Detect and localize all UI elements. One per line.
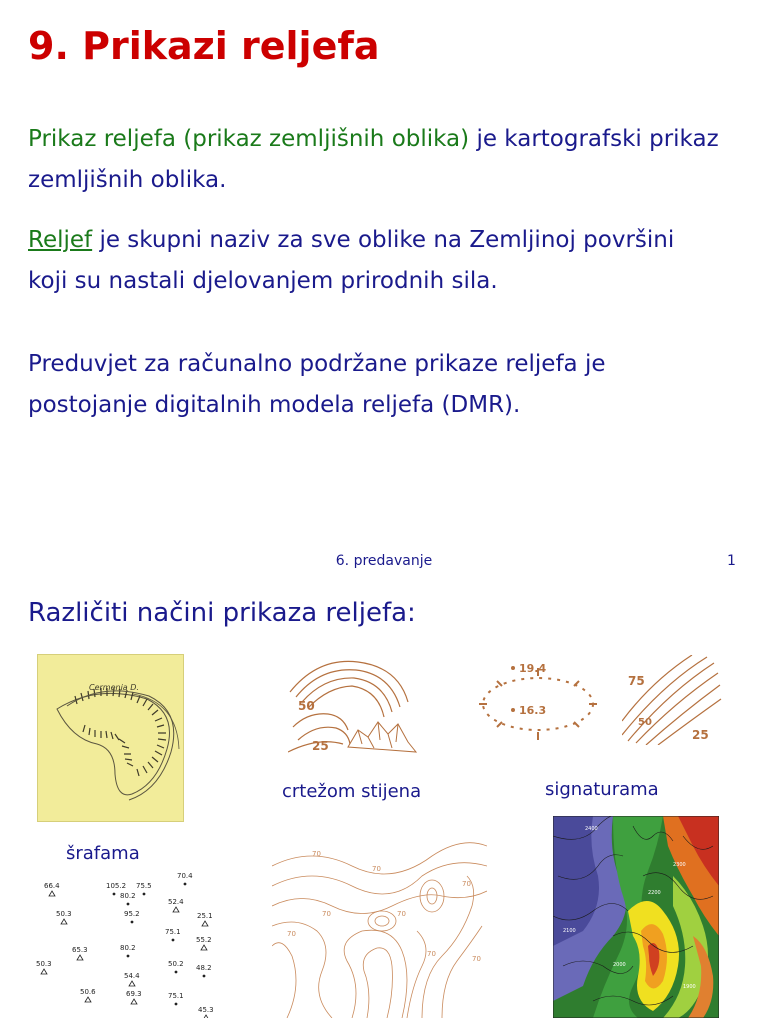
spot-height-dot-icon — [143, 893, 146, 896]
slide-footer: 6. predavanje — [335, 553, 433, 569]
relief-line-2: koji su nastali djelovanjem prirodnih sila. — [28, 268, 498, 294]
hypso-label-1: 2400 — [585, 826, 598, 832]
signature-hill-image — [477, 662, 599, 746]
spot-height-label: 69.3 — [126, 990, 142, 998]
relief-paragraph — [28, 220, 674, 302]
spot-height-label: 50.6 — [80, 988, 96, 996]
contour-map-label-6: 70 — [397, 910, 406, 918]
contour-rock-image — [288, 652, 423, 760]
spot-height-label: 50.3 — [56, 910, 72, 918]
spot-height-label: 80.2 — [120, 944, 136, 952]
triangulation-point-icon — [202, 921, 208, 926]
spot-height-dot-icon — [184, 883, 187, 886]
slide-title: 9. Prikazi reljefa — [28, 24, 380, 68]
contour-map-label-5: 70 — [322, 910, 331, 918]
hypso-label-3: 2200 — [648, 890, 661, 896]
spot-height-label: 66.4 — [44, 882, 60, 890]
spot-height-dot-icon — [131, 921, 134, 924]
hypsometric-map-image — [553, 816, 719, 1018]
spot-height-dot-icon — [175, 971, 178, 974]
spot-height-label: 70.4 — [177, 872, 193, 880]
spot-height-dot-icon — [127, 955, 130, 958]
spot-height-points — [36, 872, 214, 1018]
spot-height-label: 65.3 — [72, 946, 88, 954]
contour-a-label-1: 50 — [298, 699, 315, 713]
dmr-line-2: postojanje digitalnih modela reljefa (DMR). — [28, 392, 521, 418]
dmr-line-1: Preduvjet za računalno podržane prikaze reljefa je — [28, 351, 606, 377]
triangulation-point-icon — [41, 969, 47, 974]
definition-paren-close: ) — [460, 126, 470, 152]
dmr-paragraph — [28, 344, 606, 426]
triangulation-point-icon — [85, 997, 91, 1002]
spot-height-label: 54.4 — [124, 972, 140, 980]
definition-text: je kartografski prikaz — [469, 126, 719, 152]
spot-height-label: 75.5 — [136, 882, 152, 890]
hypso-label-6: 1900 — [683, 984, 696, 990]
spot-height-label: 95.2 — [124, 910, 140, 918]
triangulation-point-icon — [49, 891, 55, 896]
triangulation-point-icon — [201, 945, 207, 950]
caption-signatures: signaturama — [545, 779, 659, 800]
spot-height-dot-icon — [172, 939, 175, 942]
rock-drawing — [348, 722, 416, 752]
spot-height-label: 52.4 — [168, 898, 184, 906]
spot-heights-image — [30, 872, 230, 1018]
triangulation-point-icon — [61, 919, 67, 924]
contour-map-image — [272, 836, 487, 1018]
contour-a-label-2: 25 — [312, 739, 329, 753]
contour-map-label-7: 70 — [427, 950, 436, 958]
contour-map-label-2: 70 — [372, 865, 381, 873]
spot-height-label: 48.2 — [196, 964, 212, 972]
spot-height-label: 25.1 — [197, 912, 213, 920]
contour-map-label-1: 70 — [312, 850, 321, 858]
slope-label-2: 50 — [638, 717, 652, 728]
hachure-map-label: Cermenia D. — [89, 683, 139, 692]
triangulation-point-icon — [77, 955, 83, 960]
spot-height-dot-icon — [127, 903, 130, 906]
spot-height-label: 75.1 — [168, 992, 184, 1000]
spot-height-center: 16.3 — [519, 704, 547, 717]
spot-height-dot-icon — [175, 1003, 178, 1006]
definition-synonym: prikaz zemljišnih oblika — [192, 126, 461, 152]
signature-slope-image — [622, 655, 722, 745]
definition-paragraph — [28, 119, 719, 201]
hypso-label-2: 2300 — [673, 862, 686, 868]
spot-height-label: 50.2 — [168, 960, 184, 968]
slope-label-3: 25 — [692, 728, 709, 742]
caption-rock-drawing: crtežom stijena — [282, 781, 422, 802]
hachure-map-image — [37, 654, 184, 822]
relief-line-1-text: je skupni naziv za sve oblike na Zemljinoj površini — [92, 227, 675, 253]
relief-line-1 — [28, 220, 674, 261]
definition-line-2: zemljišnih oblika. — [28, 167, 227, 193]
spot-height-label: 105.2 — [106, 882, 127, 890]
spot-height-label: 75.1 — [165, 928, 181, 936]
slide2-title: Različiti načini prikaza reljefa: — [28, 598, 416, 628]
triangulation-point-icon — [129, 981, 135, 986]
spot-height-label: 55.2 — [196, 936, 212, 944]
spot-height-top: 19.4 — [519, 662, 547, 675]
contour-map-label-3: 70 — [462, 880, 471, 888]
page-number: 1 — [727, 553, 736, 569]
hypso-label-4: 2100 — [563, 928, 576, 934]
contour-map-label-8: 70 — [472, 955, 481, 963]
spot-height-label: 50.3 — [36, 960, 52, 968]
spot-height-dot-icon — [203, 975, 206, 978]
definition-term: Prikaz reljefa ( — [28, 126, 193, 152]
spot-height-label: 45.3 — [198, 1006, 214, 1014]
triangulation-point-icon — [173, 907, 179, 912]
spot-height-label: 80.2 — [120, 892, 136, 900]
definition-line-1 — [28, 119, 719, 160]
contour-map-label-4: 70 — [287, 930, 296, 938]
triangulation-point-icon — [131, 999, 137, 1004]
slope-label-1: 75 — [628, 674, 645, 688]
caption-hachures: šrafama — [66, 843, 140, 864]
hypso-label-5: 2000 — [613, 962, 626, 968]
spot-height-dot-icon — [113, 893, 116, 896]
relief-term: Reljef — [28, 227, 93, 253]
triangulation-point-icon — [203, 1015, 209, 1018]
